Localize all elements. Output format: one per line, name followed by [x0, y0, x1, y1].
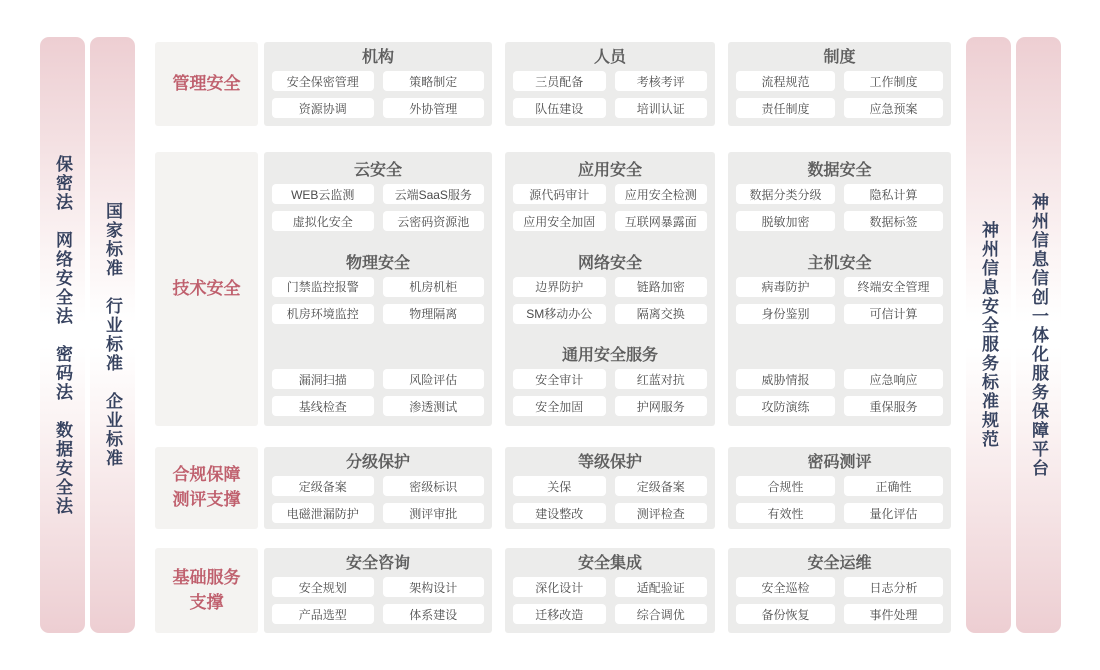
panel-title: 数据安全	[807, 162, 872, 179]
chip-grid	[505, 277, 715, 324]
chip: 机房环境监控	[272, 304, 374, 324]
panel-title: 应用安全	[577, 162, 642, 179]
panel-title	[264, 340, 492, 369]
chip: 数据分类分级	[736, 184, 835, 204]
standards-bar	[90, 37, 135, 633]
section-basic-services	[155, 548, 952, 633]
chip-grid	[728, 369, 951, 416]
chip: 队伍建设	[513, 98, 606, 118]
chip: 外协管理	[383, 98, 485, 118]
chip: 考核考评	[615, 71, 708, 91]
chip: 培训认证	[615, 98, 708, 118]
panel-title	[728, 340, 951, 369]
chip: 威胁情报	[736, 369, 835, 389]
chip-grid	[728, 577, 951, 624]
chip: 三员配备	[513, 71, 606, 91]
chip-grid	[264, 369, 492, 416]
chip-grid	[264, 277, 492, 324]
panel-crypto-evaluation	[728, 447, 951, 529]
panel-title: 机构	[361, 49, 394, 66]
chip: 关保	[513, 476, 606, 496]
chip-grid	[264, 184, 492, 231]
chip: 深化设计	[513, 577, 606, 597]
section-label	[155, 152, 258, 426]
chip: 安全加固	[513, 396, 606, 416]
chip: 产品选型	[272, 604, 374, 624]
panel-title: 分级保护	[345, 454, 410, 471]
chip: 定级备案	[272, 476, 374, 496]
chip: 边界防护	[513, 277, 606, 297]
group-host-security	[728, 248, 951, 324]
chip: 安全规划	[272, 577, 374, 597]
panel-cloud-physical-vuln	[264, 152, 492, 426]
group-data-security	[728, 155, 951, 231]
chip-grid	[264, 577, 492, 624]
chip: 基线检查	[272, 396, 374, 416]
panel-title: 云安全	[353, 162, 402, 179]
chip: 可信计算	[844, 304, 943, 324]
panel-security-consulting	[264, 548, 492, 633]
panel-title: 物理安全	[345, 254, 410, 272]
chip: 量化评估	[844, 503, 943, 523]
chip: 密级标识	[383, 476, 485, 496]
chip: 应急响应	[844, 369, 943, 389]
panel-classified-protection	[264, 447, 492, 529]
chip: 事件处理	[844, 604, 943, 624]
chip: 正确性	[844, 476, 943, 496]
chip-grid	[505, 184, 715, 231]
chip: 脱敏加密	[736, 211, 835, 231]
section-compliance-evaluation	[155, 447, 952, 529]
panel-title: 安全运维	[807, 555, 872, 572]
chip: WEB云监测	[272, 184, 374, 204]
chip: 应急预案	[844, 98, 943, 118]
panel-policy	[728, 42, 951, 126]
panel-title: 人员	[593, 49, 626, 66]
chip-grid	[264, 71, 492, 118]
chip: 迁移改造	[513, 604, 606, 624]
chip: 云密码资源池	[383, 211, 485, 231]
chip: 资源协调	[272, 98, 374, 118]
section-label-text: 技术安全	[172, 278, 241, 298]
chip-grid	[505, 476, 715, 523]
section-columns	[264, 447, 952, 529]
chip: 源代码审计	[513, 184, 606, 204]
section-management-security	[155, 42, 952, 126]
platform-bar-text: 神州信息信创一体化服务保障平台	[1029, 192, 1048, 478]
panel-title: 安全咨询	[345, 555, 410, 572]
chip: 电磁泄漏防护	[272, 503, 374, 523]
chip: 适配验证	[615, 577, 708, 597]
panel-organization	[264, 42, 492, 126]
platform-bar	[1016, 37, 1061, 633]
chip: 重保服务	[844, 396, 943, 416]
chip: SM移动办公	[513, 304, 606, 324]
chip: 应用安全检测	[615, 184, 708, 204]
chip: 虚拟化安全	[272, 211, 374, 231]
chip: 链路加密	[615, 277, 708, 297]
chip: 策略制定	[383, 71, 485, 91]
laws-bar-text: 保密法 网络安全法 密码法 数据安全法	[53, 154, 72, 516]
group-general-security-services	[505, 340, 715, 416]
service-standard-bar	[966, 37, 1011, 633]
panel-app-network-general	[505, 152, 715, 426]
section-columns	[264, 152, 952, 426]
panel-title: 通用安全服务	[561, 347, 658, 364]
group-physical-security	[264, 248, 492, 324]
section-label	[155, 42, 258, 126]
chip: 终端安全管理	[844, 277, 943, 297]
group-assessment-services	[264, 340, 492, 416]
chip: 综合调优	[615, 604, 708, 624]
chip: 云端SaaS服务	[383, 184, 485, 204]
chip: 体系建设	[383, 604, 485, 624]
chip: 隐私计算	[844, 184, 943, 204]
panel-title: 制度	[823, 49, 856, 66]
chip: 红蓝对抗	[615, 369, 708, 389]
chip: 架构设计	[383, 577, 485, 597]
panel-title: 主机安全	[807, 254, 872, 272]
chip-grid	[505, 369, 715, 416]
chip: 护网服务	[615, 396, 708, 416]
service-standard-bar-text: 神州信息安全服务标准规范	[979, 221, 998, 449]
chip: 备份恢复	[736, 604, 835, 624]
chip-grid	[728, 184, 951, 231]
chip: 物理隔离	[383, 304, 485, 324]
panel-title: 网络安全	[577, 254, 642, 272]
panel-title: 安全集成	[577, 555, 642, 572]
laws-bar	[40, 37, 85, 633]
panel-data-host-threat	[728, 152, 951, 426]
section-label	[155, 548, 258, 633]
section-label-text: 基础服务支撑	[172, 567, 241, 612]
group-threat-response-services	[728, 340, 951, 416]
chip-grid	[505, 71, 715, 118]
section-label-text: 合规保障测评支撑	[172, 465, 241, 509]
panel-security-integration	[505, 548, 715, 633]
section-technical-security	[155, 152, 952, 426]
chip: 身份鉴别	[736, 304, 835, 324]
chip: 工作制度	[844, 71, 943, 91]
chip: 数据标签	[844, 211, 943, 231]
panel-title: 等级保护	[577, 454, 642, 471]
section-label	[155, 447, 258, 529]
chip: 流程规范	[736, 71, 835, 91]
chip: 应用安全加固	[513, 211, 606, 231]
chip: 定级备案	[615, 476, 708, 496]
chip: 日志分析	[844, 577, 943, 597]
chip: 攻防演练	[736, 396, 835, 416]
chip: 责任制度	[736, 98, 835, 118]
chip: 门禁监控报警	[272, 277, 374, 297]
chip-grid	[505, 577, 715, 624]
chip-grid	[728, 71, 951, 118]
chip: 机房机柜	[383, 277, 485, 297]
panel-graded-protection	[505, 447, 715, 529]
standards-bar-text: 国家标准 行业标准 企业标准	[103, 202, 122, 468]
chip: 安全审计	[513, 369, 606, 389]
chip: 互联网暴露面	[615, 211, 708, 231]
chip: 风险评估	[383, 369, 485, 389]
chip: 渗透测试	[383, 396, 485, 416]
chip-grid	[728, 476, 951, 523]
chip: 安全巡检	[736, 577, 835, 597]
chip: 有效性	[736, 503, 835, 523]
chip: 测评审批	[383, 503, 485, 523]
group-application-security	[505, 155, 715, 231]
section-columns	[264, 42, 952, 126]
chip: 病毒防护	[736, 277, 835, 297]
panel-security-operations	[728, 548, 951, 633]
chip: 安全保密管理	[272, 71, 374, 91]
group-cloud-security	[264, 155, 492, 231]
chip: 合规性	[736, 476, 835, 496]
chip: 漏洞扫描	[272, 369, 374, 389]
chip: 测评检查	[615, 503, 708, 523]
panel-personnel	[505, 42, 715, 126]
section-columns	[264, 548, 952, 633]
chip-grid	[728, 277, 951, 324]
panel-title: 密码测评	[807, 454, 872, 471]
chip: 建设整改	[513, 503, 606, 523]
group-network-security	[505, 248, 715, 324]
chip-grid	[264, 476, 492, 523]
section-label-text: 管理安全	[172, 73, 241, 93]
chip: 隔离交换	[615, 304, 708, 324]
